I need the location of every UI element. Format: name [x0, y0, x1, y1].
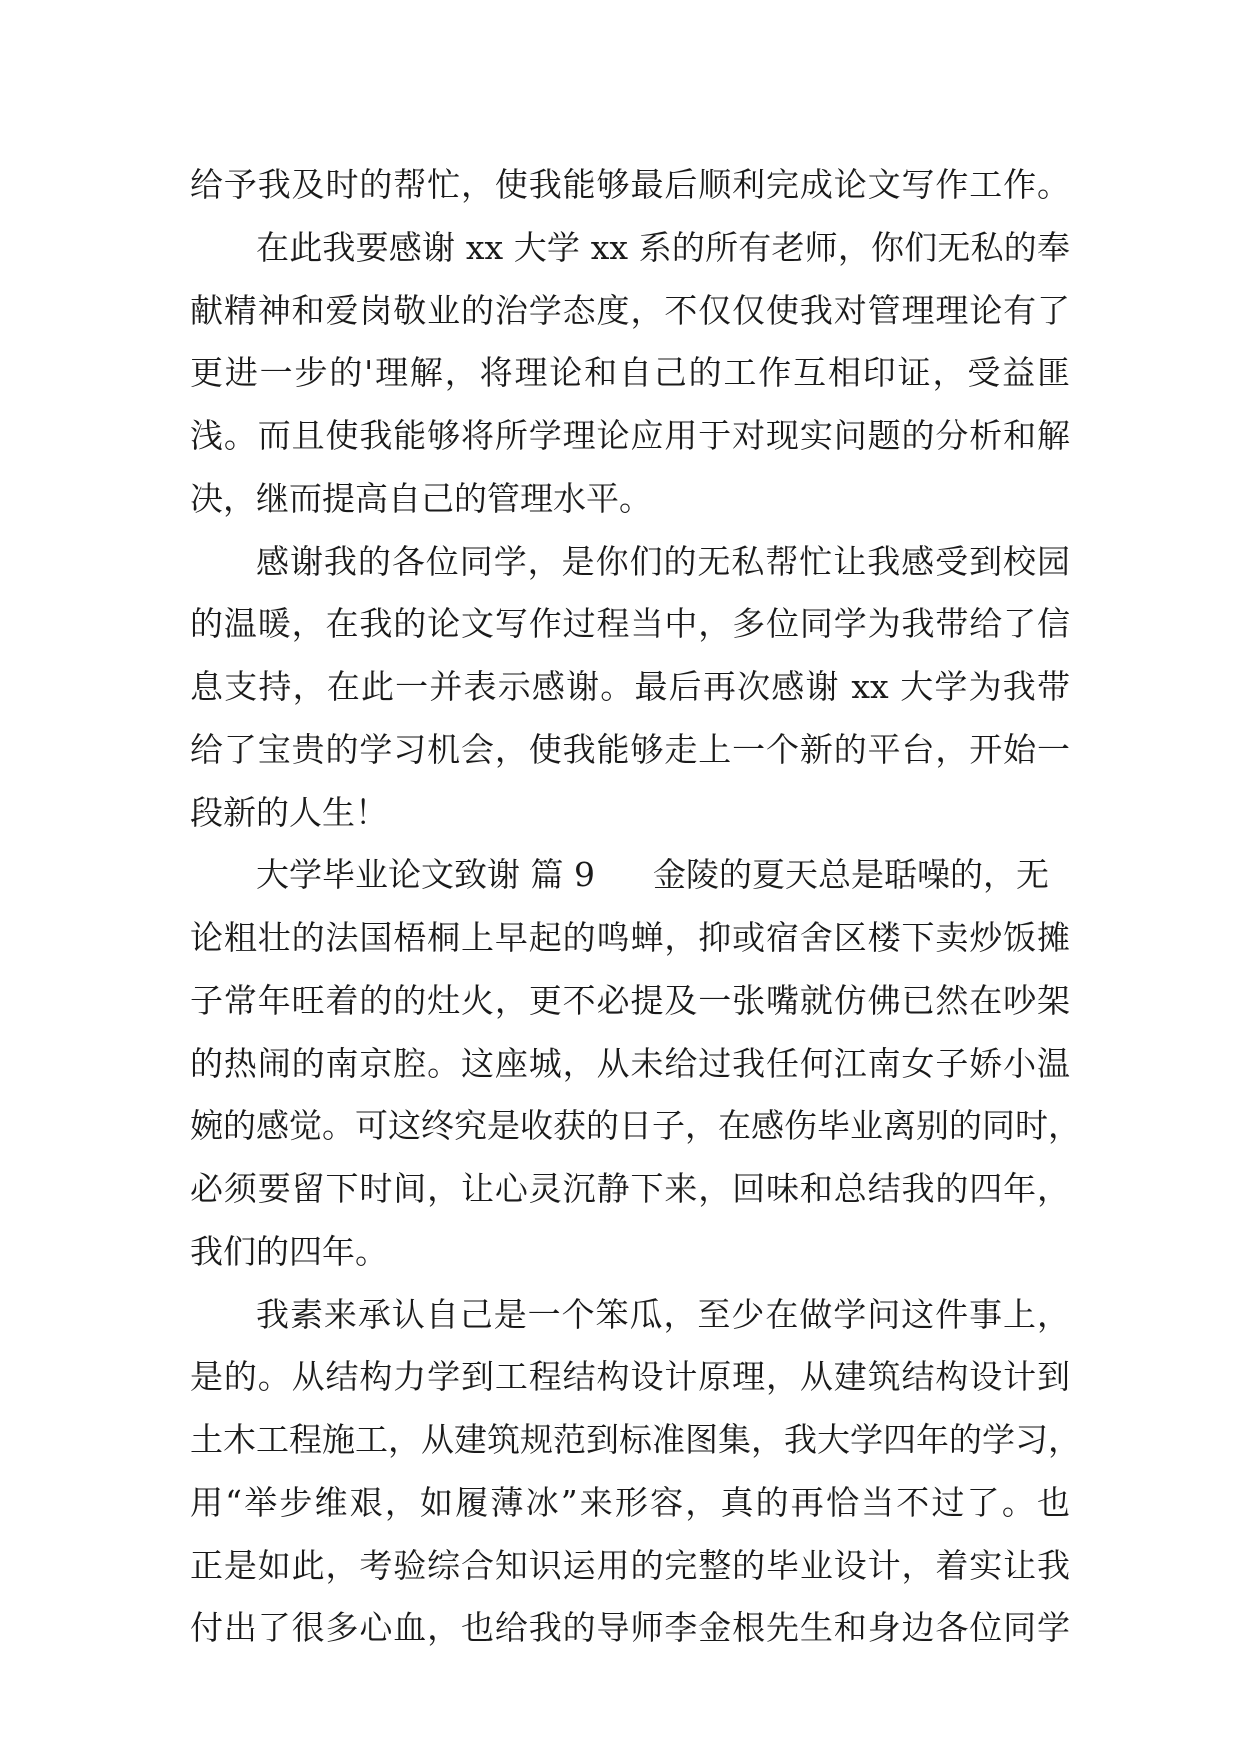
- text-line: [190, 405, 1070, 468]
- line-text: 在此我要感谢 xx 大学 xx 系的所有老师，你们无私的奉: [256, 227, 1070, 267]
- line-text: 给了宝贵的学习机会，使我能够走上一个新的平台，开始一: [190, 729, 1070, 769]
- text-line: [190, 593, 1070, 656]
- text-line: [190, 782, 1070, 845]
- text-line: [190, 1095, 1081, 1158]
- section-heading: 大学毕业论文致谢 篇 9: [256, 855, 595, 895]
- text-line: [190, 342, 1070, 405]
- text-line: [190, 656, 1070, 719]
- line-text: 段新的人生！: [190, 792, 388, 832]
- text-line: [190, 280, 1070, 343]
- text-line: [190, 1033, 1070, 1096]
- line-text: 的热闹的南京腔。这座城，从未给过我任何江南女子娇小温: [190, 1043, 1070, 1083]
- line-text: 用“举步维艰，如履薄冰”来形容，真的再恰当不过了。也: [190, 1482, 1070, 1522]
- text-line: [190, 719, 1070, 782]
- paragraph-start-line: [190, 1284, 1070, 1347]
- line-text: 我们的四年。: [190, 1231, 388, 1271]
- line-text: 我素来承认自己是一个笨瓜，至少在做学问这件事上，: [256, 1294, 1070, 1334]
- line-text: 必须要留下时间，让心灵沉静下来，回味和总结我的四年，: [190, 1169, 1070, 1208]
- text-line: [190, 468, 1070, 531]
- line-text: 的温暖，在我的论文写作过程当中，多位同学为我带给了信: [190, 604, 1070, 644]
- line-text: 论粗壮的法国梧桐上早起的鸣蝉，抑或宿舍区楼下卖炒饭摊: [190, 918, 1070, 957]
- text-line: [190, 1221, 1070, 1284]
- text-line: [190, 1409, 1081, 1472]
- text-line: [190, 1346, 1070, 1409]
- line-text: 感谢我的各位同学，是你们的无私帮忙让我感受到校园: [256, 541, 1070, 581]
- section-heading-line: [190, 844, 1070, 907]
- line-text: 献精神和爱岗敬业的治学态度，不仅仅使我对管理理论有了: [190, 290, 1070, 330]
- text-line: [190, 1158, 1070, 1221]
- text-line: [190, 1597, 1070, 1660]
- text-line: [190, 1535, 1070, 1598]
- text-line: [190, 1472, 1070, 1535]
- text-line: [190, 907, 1070, 970]
- line-text: 付出了很多心血，也给我的导师李金根先生和身边各位同学: [190, 1608, 1070, 1648]
- document-body: [190, 154, 1081, 1660]
- line-text: 浅。而且使我能够将所学理论应用于对现实问题的分析和解: [190, 416, 1070, 455]
- text-line: [190, 970, 1070, 1033]
- text-line: [190, 154, 1070, 217]
- line-text: 决，继而提高自己的管理水平。: [190, 478, 652, 518]
- line-text: 息支持，在此一并表示感谢。最后再次感谢 xx 大学为我带: [190, 667, 1070, 706]
- paragraph-start-line: [190, 217, 1070, 280]
- line-text: 给予我及时的帮忙，使我能够最后顺利完成论文写作工作。: [190, 165, 1070, 204]
- line-text: 是的。从结构力学到工程结构设计原理，从建筑结构设计到: [190, 1357, 1070, 1397]
- line-text: 正是如此，考验综合知识运用的完整的毕业设计，着实让我: [190, 1545, 1070, 1585]
- line-text: 更进一步的'理解，将理论和自己的工作互相印证，受益匪: [190, 353, 1070, 393]
- line-text: 土木工程施工，从建筑规范到标准图集，我大学四年的学习，: [190, 1420, 1081, 1459]
- line-text: 金陵的夏天总是聒噪的，无: [652, 855, 1049, 895]
- paragraph-start-line: [190, 531, 1070, 594]
- line-text: 子常年旺着的的灶火，更不必提及一张嘴就仿佛已然在吵架: [190, 980, 1070, 1020]
- line-text: 婉的感觉。可这终究是收获的日子，在感伤毕业离别的同时，: [190, 1106, 1081, 1146]
